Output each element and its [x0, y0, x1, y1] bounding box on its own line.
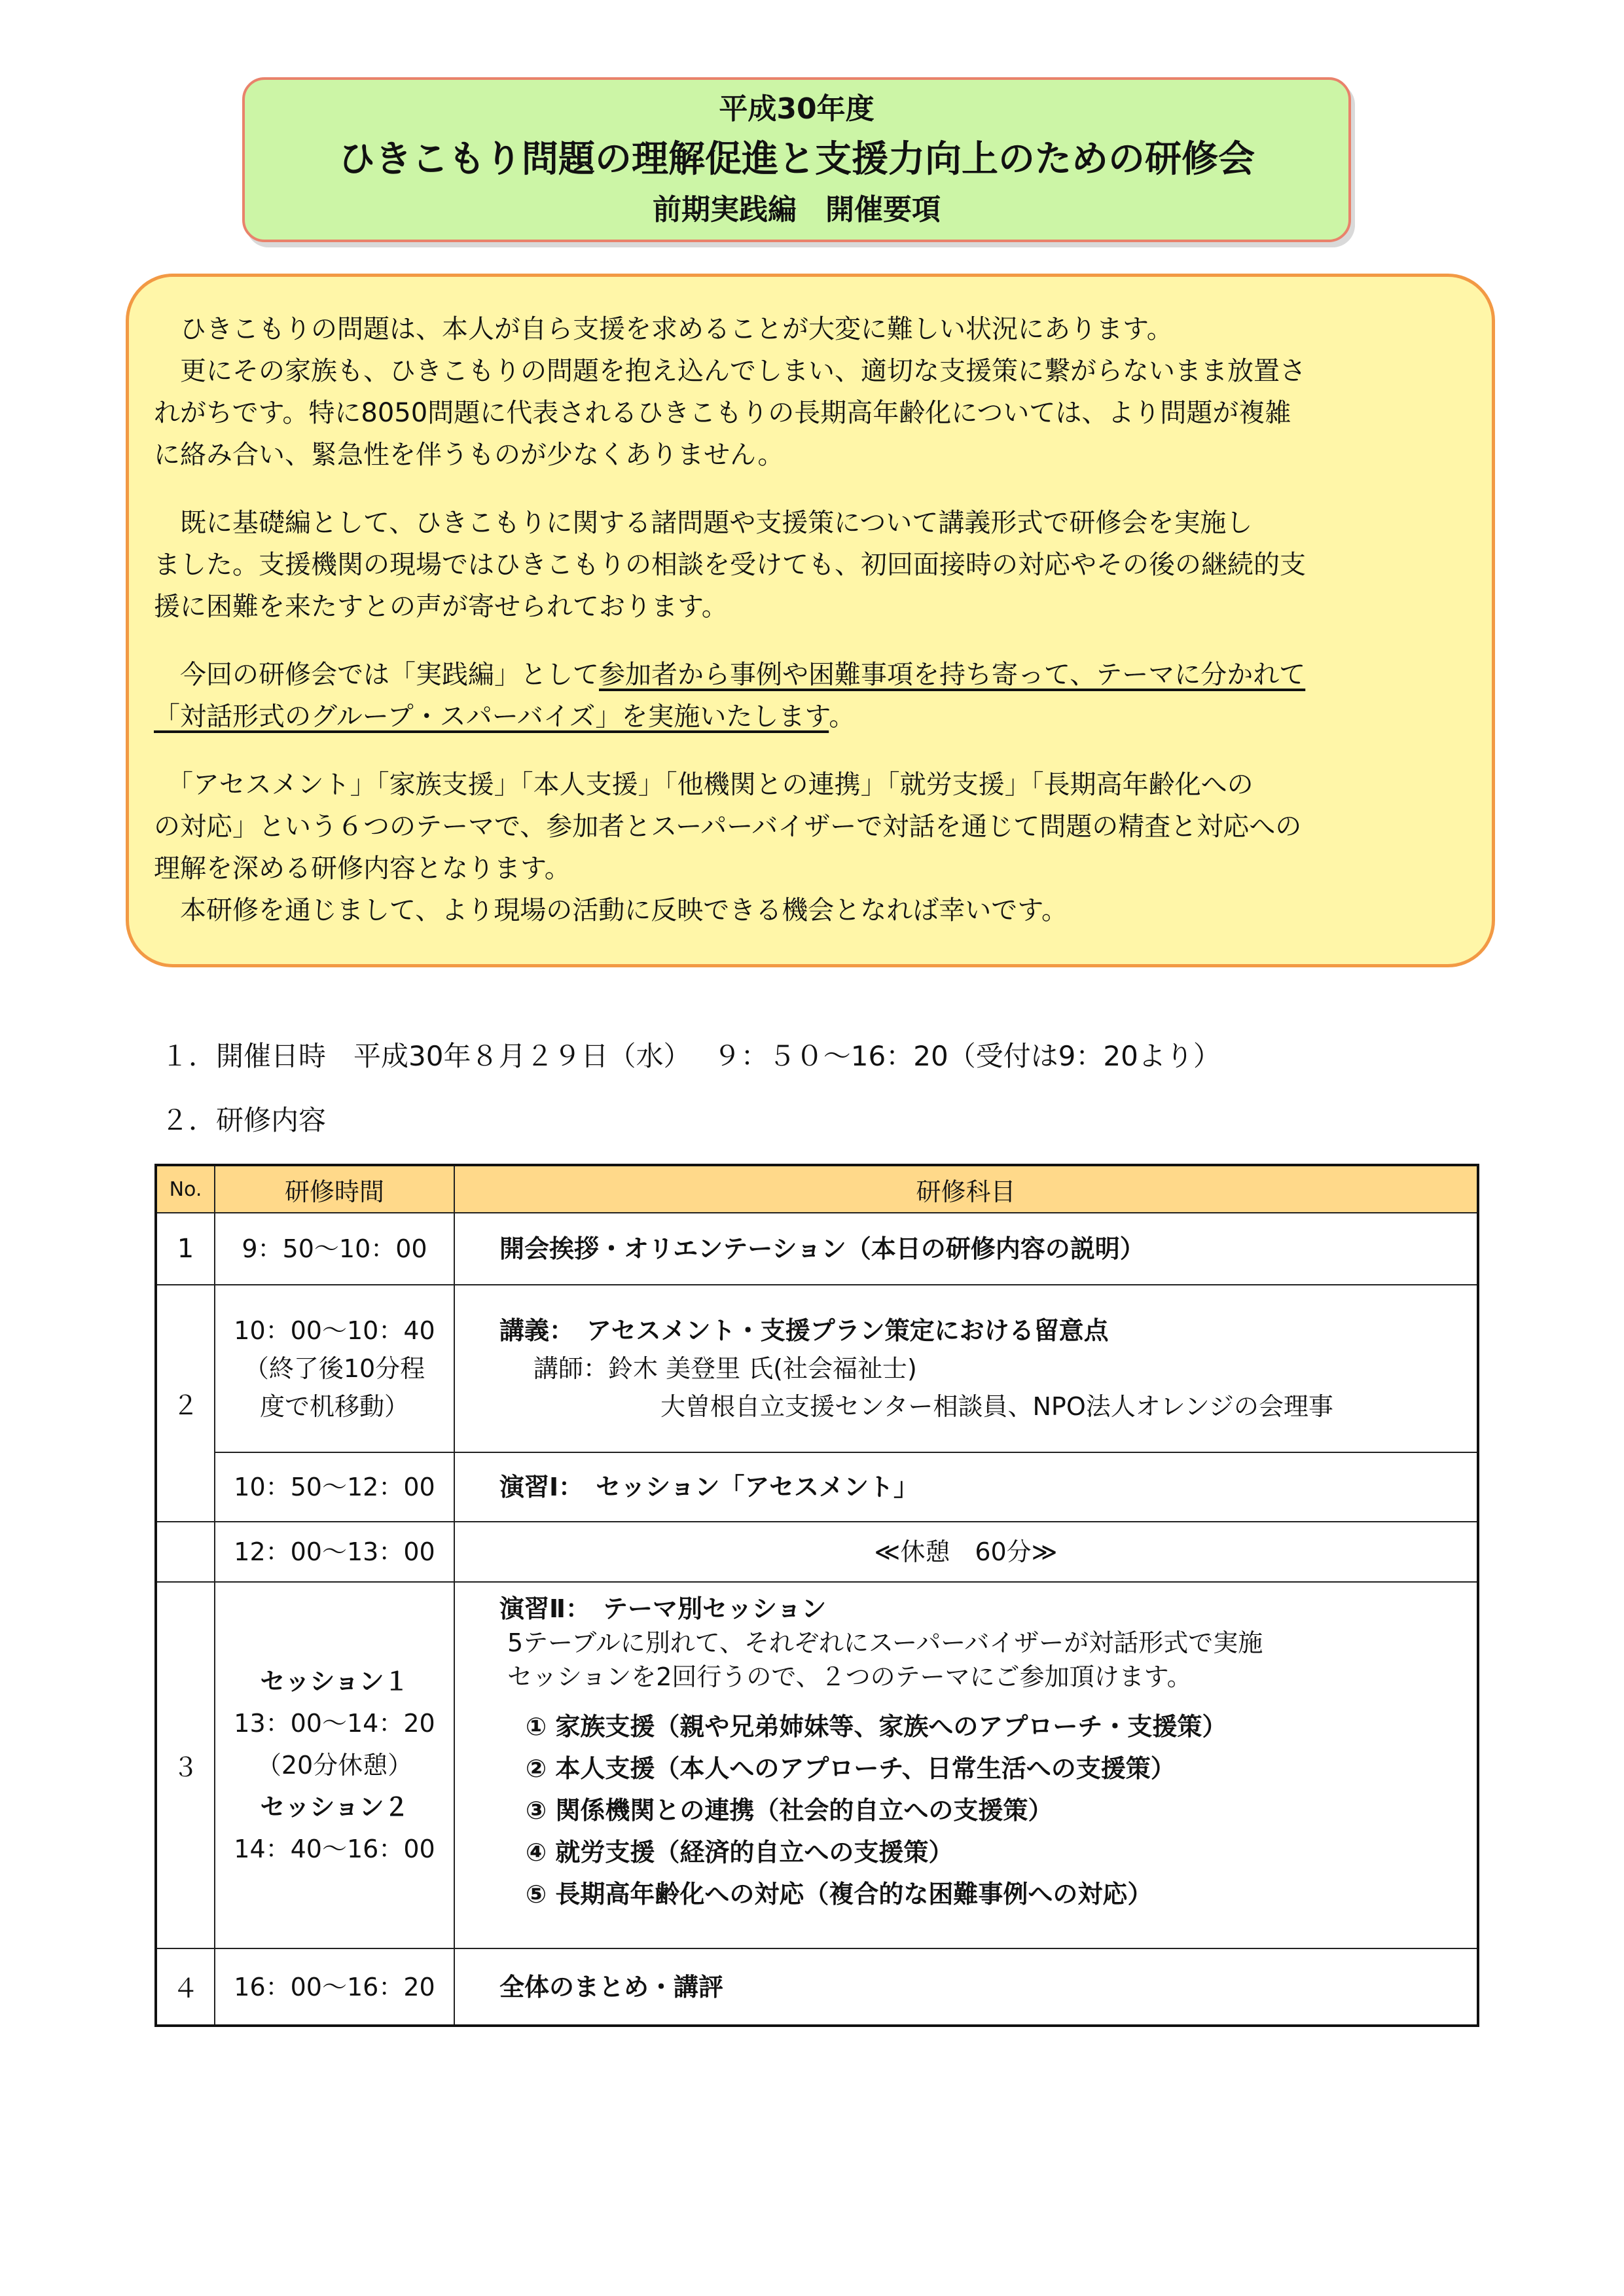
lecturer-affiliation: 大曽根自立支援センター相談員、NPO法人オレンジの会理事: [660, 1392, 1333, 1421]
intro-text: 理解を深める研修内容となります。: [154, 853, 571, 884]
table-row: [156, 1582, 1478, 1948]
list-item: ③ 関係機関との連携（社会的自立への支援策）: [526, 1796, 1053, 1825]
table-row: [156, 1452, 1478, 1522]
intro-text: 更にその家族も、ひきこもりの問題を抱え込んでしまい、適切な支援策に繋がらないまま放置さ: [154, 356, 1306, 386]
lecture-title: 講義： アセスメント・支援プラン策定における留意点: [499, 1316, 1109, 1345]
intro-text: 既に基礎編として、ひきこもりに関する諸問題や支援策について講義形式で研修会を実施し: [154, 508, 1253, 538]
row-time: 10：50〜12：00: [215, 1452, 454, 1522]
intro-text-underlined: 参加者から事例や困難事項を持ち寄って、テーマに分かれて: [599, 660, 1306, 690]
row-no: ３: [156, 1582, 215, 1948]
row-subject: [454, 1285, 1478, 1452]
row-subject: ≪休憩 60分≫: [454, 1522, 1478, 1582]
session1-label: セッション１: [260, 1667, 409, 1696]
list-item: ⑤ 長期高年齢化への対応（複合的な困難事例への対応）: [526, 1880, 1153, 1909]
row-no: ２: [156, 1285, 215, 1522]
intro-text-plain: 今回の研修会では「実践編」として: [154, 660, 599, 690]
session2-time: 14：40〜16：00: [234, 1835, 435, 1863]
intro-text: に絡み合い、緊急性を伴うものが少なくありません。: [154, 440, 784, 470]
title-year: 平成30年度: [719, 92, 875, 126]
intro-text: 「アセスメント」「家族支援」「本人支援」「他機関との連携」「就労支援」「長期高年齢化への: [154, 770, 1254, 800]
intro-text: 援に困難を来たすとの声が寄せられております。: [154, 592, 728, 622]
exercise-desc: セッションを2回行うので、２つのテーマにご参加頂けます。: [507, 1662, 1192, 1691]
section-datetime: １．開催日時 平成30年８月２９日（水） ９：５０〜16：20（受付は9：20より）: [161, 1040, 1221, 1072]
row-subject: 開会挨拶・オリエンテーション（本日の研修内容の説明）: [454, 1213, 1478, 1285]
row-subject: 全体のまとめ・講評: [454, 1948, 1478, 2026]
intro-text: 本研修を通じまして、より現場の活動に反映できる機会となれば幸いです。: [154, 895, 1068, 925]
title-main: ひきこもり問題の理解促進と支援力向上のための研修会: [338, 138, 1255, 181]
row-time-value: 10：00〜10：40: [234, 1316, 435, 1345]
intro-text-underlined: 「対話形式のグループ・スパーバイズ」を実施いたします: [154, 702, 829, 732]
intro-text: れがちです。特に8050問題に代表されるひきこもりの長期高年齢化については、より問題が複雑: [154, 398, 1291, 428]
header-no: No.: [156, 1165, 215, 1213]
table-row: [156, 1948, 1478, 2026]
row-time: 16：00〜16：20: [215, 1948, 454, 2026]
session-break: （20分休憩）: [256, 1751, 413, 1780]
section-content-heading: ２．研修内容: [161, 1104, 327, 1136]
intro-text: ました。支援機関の現場ではひきこもりの相談を受けても、初回面接時の対応やその後の継続的支: [154, 550, 1306, 580]
exercise-desc: 5テーブルに別れて、それぞれにスーパーバイザーが対話形式で実施: [507, 1628, 1263, 1657]
row-time: [215, 1285, 454, 1452]
header-time: 研修時間: [215, 1165, 454, 1213]
row-time: 12：00〜13：00: [215, 1522, 454, 1582]
intro-text: [154, 654, 1466, 696]
row-subject: 演習Ⅰ： セッション「アセスメント」: [454, 1452, 1478, 1522]
row-time: [215, 1582, 454, 1948]
list-item: ④ 就労支援（経済的自立への支援策）: [526, 1838, 954, 1867]
table-row-break: [156, 1522, 1478, 1582]
list-item: ② 本人支援（本人へのアプローチ、日常生活への支援策）: [526, 1754, 1176, 1783]
intro-text: の対応」という６つのテーマで、参加者とスーパーバイザーで対話を通じて問題の精査と対応への: [154, 812, 1302, 842]
session1-time: 13：00〜14：20: [234, 1709, 435, 1738]
intro-text: ひきこもりの問題は、本人が自ら支援を求めることが大変に難しい状況にあります。: [154, 314, 1173, 344]
row-time-note: （終了後10分程: [244, 1354, 425, 1383]
theme-list: [499, 1706, 1477, 1915]
intro-box: [126, 274, 1495, 967]
exercise-title: 演習Ⅱ： テーマ別セッション: [499, 1594, 827, 1623]
schedule-table: [154, 1164, 1479, 2027]
list-item: ① 家族支援（親や兄弟姉妹等、家族へのアプローチ・支援策）: [526, 1712, 1227, 1741]
row-time-note: 度で机移動）: [259, 1392, 409, 1421]
session2-label: セッション２: [260, 1793, 409, 1821]
header-subject: 研修科目: [454, 1165, 1478, 1213]
row-no: ４: [156, 1948, 215, 2026]
lecturer-name: 講師：鈴木 美登里 氏(社会福祉士): [533, 1354, 917, 1383]
table-header-row: [156, 1165, 1478, 1213]
row-subject: [454, 1582, 1478, 1948]
row-no: [156, 1522, 215, 1582]
intro-text: [154, 696, 1466, 738]
table-row: [156, 1285, 1478, 1452]
row-no: 1: [156, 1213, 215, 1285]
table-row: [156, 1213, 1478, 1285]
row-time: 9：50〜10：00: [215, 1213, 454, 1285]
intro-text-plain: 。: [829, 702, 856, 732]
title-box: [242, 77, 1351, 242]
title-sub: 前期実践編 開催要項: [653, 193, 941, 226]
